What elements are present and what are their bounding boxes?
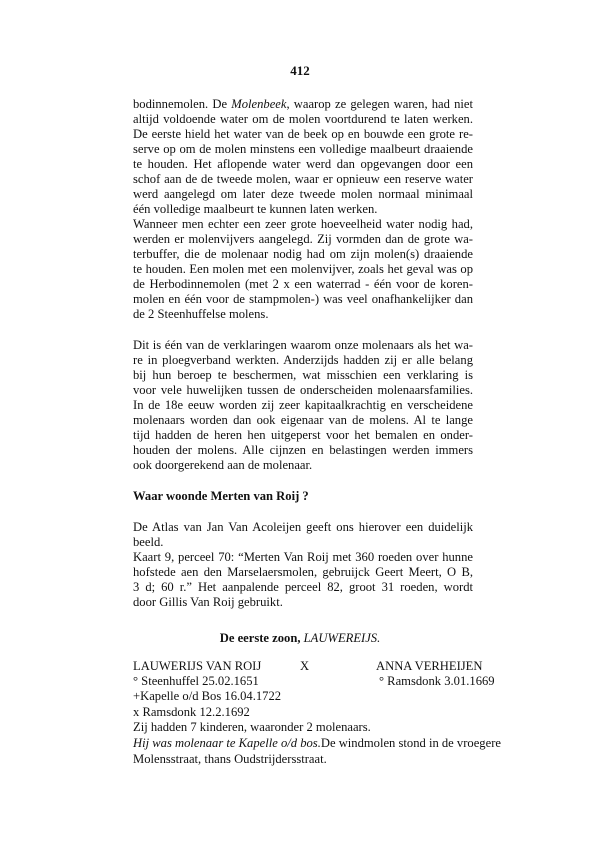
para1-line-2: altijd voldoende water om de molen voortdurend te laten werken. bbox=[133, 112, 473, 126]
para3-line-2: re in ploegverband werkten. Anderzijds hadden zij er alle belang bbox=[133, 353, 473, 367]
para1-line-1: bodinnemolen. De Molenbeek, waarop ze gelegen waren, had niet bbox=[133, 97, 473, 111]
para3-line-5: In de 18e eeuw worden zij zeer kapitaalkrachtig en verscheidene bbox=[133, 398, 473, 412]
para4-line-6: door Gillis Van Roij gebruikt. bbox=[133, 595, 283, 609]
para3-line-6: molenaars worden dan ook eigenaar van de molens. Al te lange bbox=[133, 413, 473, 427]
para3-line-4: voor vele huwelijken tussen de onderscheiden molenaarsfamilies. bbox=[133, 383, 473, 397]
miller-note-line-2: Molensstraat, thans Oudstrijdersstraat. bbox=[133, 752, 327, 766]
para2-line-2: werden er molenvijvers aangelegd. Zij vormden dan de grote wa- bbox=[133, 232, 473, 246]
para1-line-3: De eerste hield het water van de beek op en bouwde een grote re- bbox=[133, 127, 473, 141]
page-number: 412 bbox=[290, 63, 310, 78]
molenbeek-italic: Molenbeek bbox=[231, 97, 287, 111]
section-heading: Waar woonde Merten van Roij ? bbox=[133, 489, 309, 503]
para4-line-4: hofstede aen den Marselaersmolen, gebruijck Geert Meert, O B, bbox=[133, 565, 473, 579]
para1-line-7: werd aangelegd om later deze tweede molen normaal minimaal bbox=[133, 187, 473, 201]
para2-line-6: molen en één voor de stampmolen-) was veel onafhankelijker dan bbox=[133, 292, 473, 306]
para2-line-4: te houden. Een molen met een molenvijver, zoals het geval was op bbox=[133, 262, 473, 276]
wife-name: ANNA VERHEIJEN bbox=[376, 659, 483, 673]
marriage-cross: X bbox=[300, 659, 310, 673]
children-note: Zij hadden 7 kinderen, waaronder 2 molenaars. bbox=[133, 720, 371, 734]
para3-line-7: tijd hadden de heren hen uitgeperst voor het bemalen en onder- bbox=[133, 428, 473, 442]
para4-line-3: Kaart 9, perceel 70: “Merten Van Roij met 360 roeden over hunne bbox=[133, 550, 473, 564]
wife-birth: ° Ramsdonk 3.01.1669 bbox=[379, 674, 495, 688]
para1-line-8: één volledige maalbeurt te kunnen laten werken. bbox=[133, 202, 378, 216]
para4-line-5: 3 d; 60 r.” Het aanpalende perceel 82, groot 31 roeden, wordt bbox=[133, 580, 473, 594]
genealogy-heading: De eerste zoon, LAUWEREIJS. bbox=[219, 631, 381, 645]
para2-line-5: de Herbodinnemolen (met 2 x een waterrad - één voor de koren- bbox=[133, 277, 473, 291]
para2-line-1: Wanneer men echter een zeer grote hoeveelheid water nodig had, bbox=[133, 217, 473, 231]
heading-name-italic: LAUWEREIJS. bbox=[303, 631, 381, 645]
para3-line-8: houden der molens. Alle cijnzen en belastingen werden immers bbox=[133, 443, 473, 457]
para3-line-1: Dit is één van de verklaringen waarom onze molenaars als het wa- bbox=[133, 338, 473, 352]
para3-line-3: bij hun beroep te beschermen, wat misschien een verklaring is bbox=[133, 368, 473, 382]
para2-line-7: de 2 Steenhuffelse molens. bbox=[133, 307, 269, 321]
para4-line-1: De Atlas van Jan Van Acoleijen geeft ons hierover een duidelijk bbox=[133, 520, 473, 534]
para1-line-6: schof aan de de tweede molen, waar er opnieuw een reserve water bbox=[133, 172, 473, 186]
husband-birth: ° Steenhuffel 25.02.1651 bbox=[133, 674, 259, 688]
miller-note: Hij was molenaar te Kapelle o/d bos.De windmolen stond in de vroegere bbox=[133, 736, 501, 750]
para4-line-2: beeld. bbox=[133, 535, 164, 549]
husband-name: LAUWERIJS VAN ROIJ bbox=[133, 659, 262, 673]
para1-line-4: serve op om de molen minstens een volledige maalbeurt draaiende bbox=[133, 142, 473, 156]
para1-line-5: te houden. Het aflopende water werd dan opgevangen door een bbox=[133, 157, 473, 171]
para2-line-3: terbuffer, die de molenaar nodig had om zijn molen(s) draaiende bbox=[133, 247, 473, 261]
para3-line-9: ook doorgerekend aan de molenaar. bbox=[133, 458, 313, 472]
husband-death: +Kapelle o/d Bos 16.04.1722 bbox=[133, 689, 282, 703]
marriage-date: x Ramsdonk 12.2.1692 bbox=[133, 705, 250, 719]
